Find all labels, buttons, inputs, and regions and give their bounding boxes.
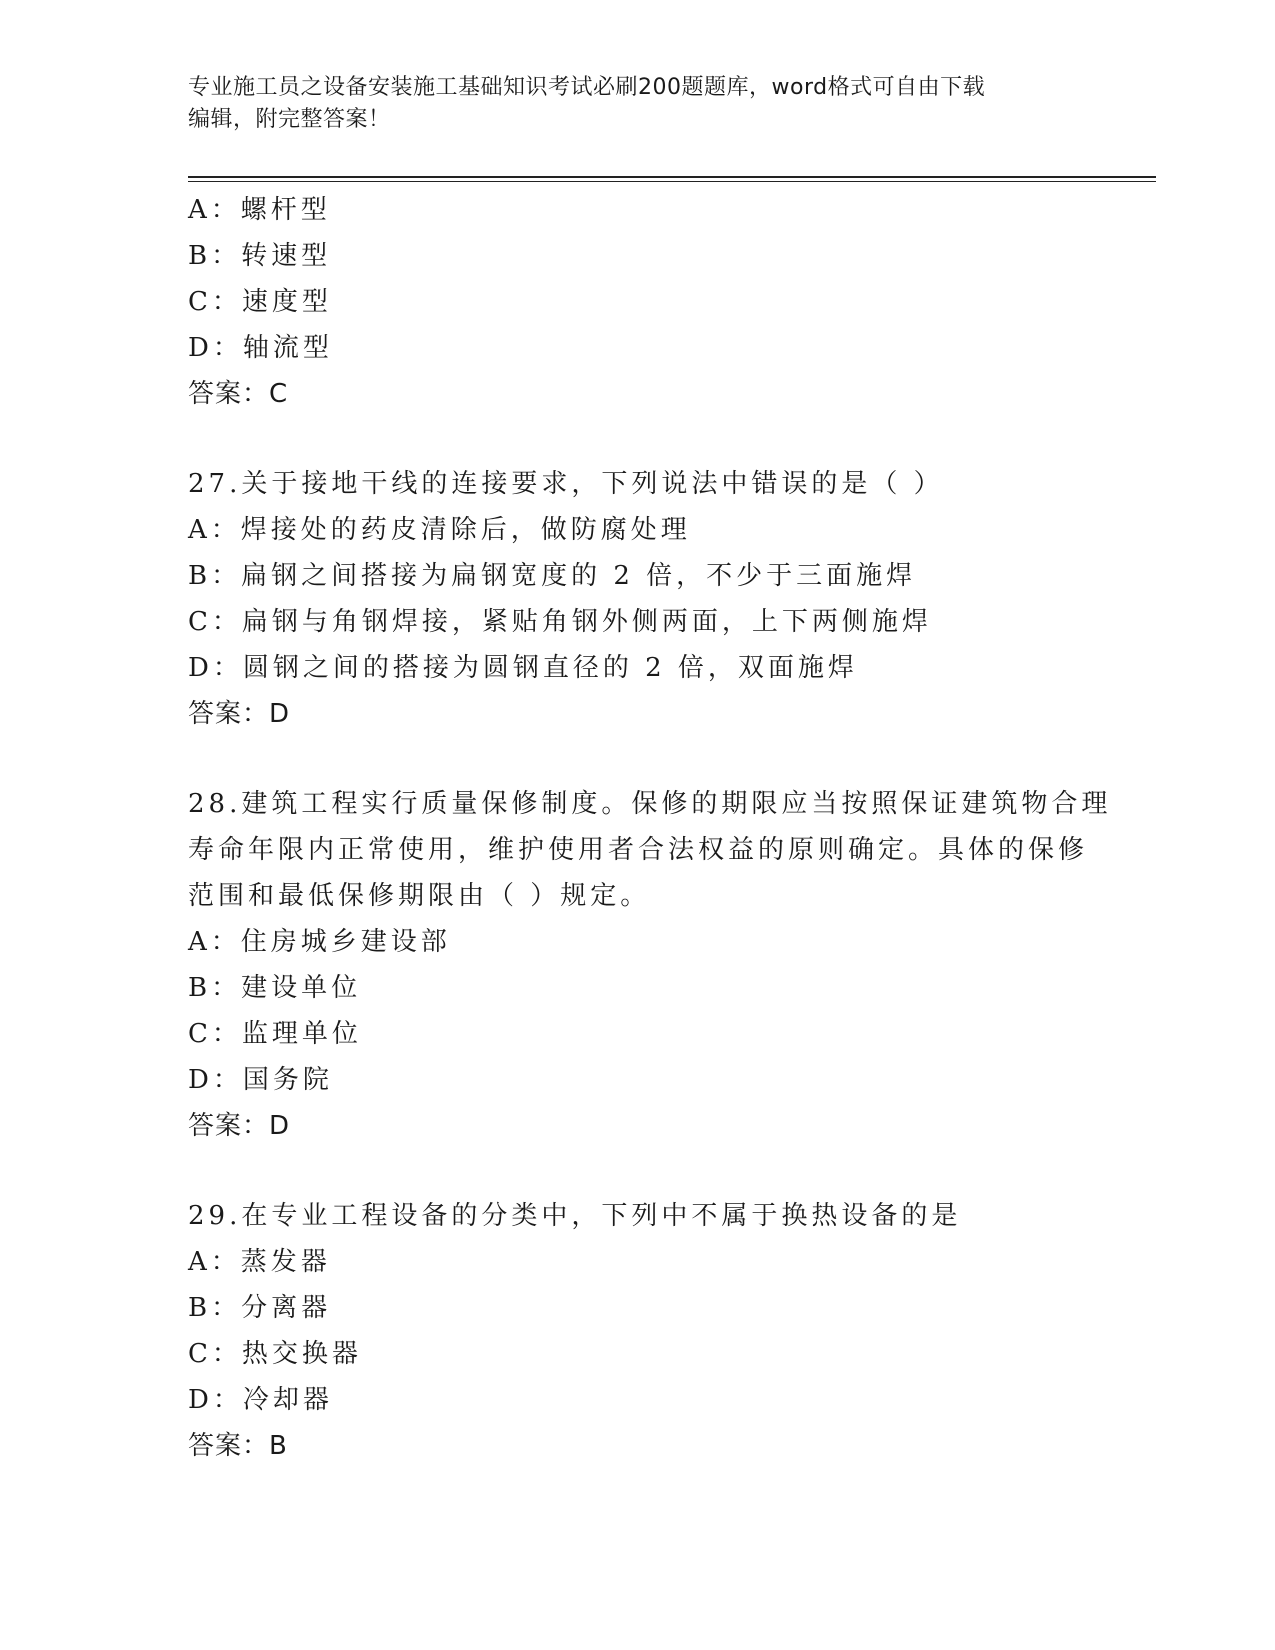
question-stem: 27.关于接地干线的连接要求，下列说法中错误的是（ ） — [188, 469, 944, 499]
answer-line: 答案：D — [188, 699, 291, 729]
question-stem-line3: 范围和最低保修期限由（ ）规定。 — [188, 881, 651, 911]
answer-line: 答案：C — [188, 379, 289, 409]
question-stem: 29.在专业工程设备的分类中，下列中不属于换热设备的是 — [188, 1201, 962, 1231]
option-d: D：国务院 — [188, 1065, 333, 1095]
question-list — [188, 187, 1112, 1469]
answer-line: 答案：D — [188, 1111, 291, 1141]
option-c: C：速度型 — [188, 287, 332, 317]
document-header — [188, 72, 1068, 136]
answer-line: 答案：B — [188, 1431, 288, 1461]
option-c: C：扁钢与角钢焊接，紧贴角钢外侧两面，上下两侧施焊 — [188, 607, 932, 637]
header-rule-thick — [188, 176, 1156, 178]
option-a: A：螺杆型 — [188, 195, 331, 225]
option-a: A：住房城乡建设部 — [188, 927, 451, 957]
option-c: C：监理单位 — [188, 1019, 362, 1049]
question-27 — [188, 461, 1088, 737]
option-a: A：焊接处的药皮清除后，做防腐处理 — [188, 515, 691, 545]
option-d: D：轴流型 — [188, 333, 333, 363]
question-26 — [188, 187, 1088, 417]
question-stem-line2: 寿命年限内正常使用，维护使用者合法权益的原则确定。具体的保修 — [188, 835, 1089, 865]
header-title-line1: 专业施工员之设备安装施工基础知识考试必刷200题题库，word格式可自由下载 — [188, 75, 986, 100]
option-b: B：扁钢之间搭接为扁钢宽度的 2 倍，不少于三面施焊 — [188, 561, 917, 591]
question-stem-line1: 28.建筑工程实行质量保修制度。保修的期限应当按照保证建筑物合理 — [188, 789, 1112, 819]
question-28 — [188, 781, 1112, 1149]
question-29 — [188, 1193, 1088, 1469]
option-d: D：冷却器 — [188, 1385, 333, 1415]
option-b: B：分离器 — [188, 1293, 332, 1323]
header-title-line2: 编辑，附完整答案！ — [188, 107, 391, 132]
header-rule-thin — [188, 181, 1156, 182]
option-c: C：热交换器 — [188, 1339, 362, 1369]
option-a: A：蒸发器 — [188, 1247, 331, 1277]
option-b: B：建设单位 — [188, 973, 362, 1003]
option-d: D：圆钢之间的搭接为圆钢直径的 2 倍，双面施焊 — [188, 653, 858, 683]
option-b: B：转速型 — [188, 241, 332, 271]
